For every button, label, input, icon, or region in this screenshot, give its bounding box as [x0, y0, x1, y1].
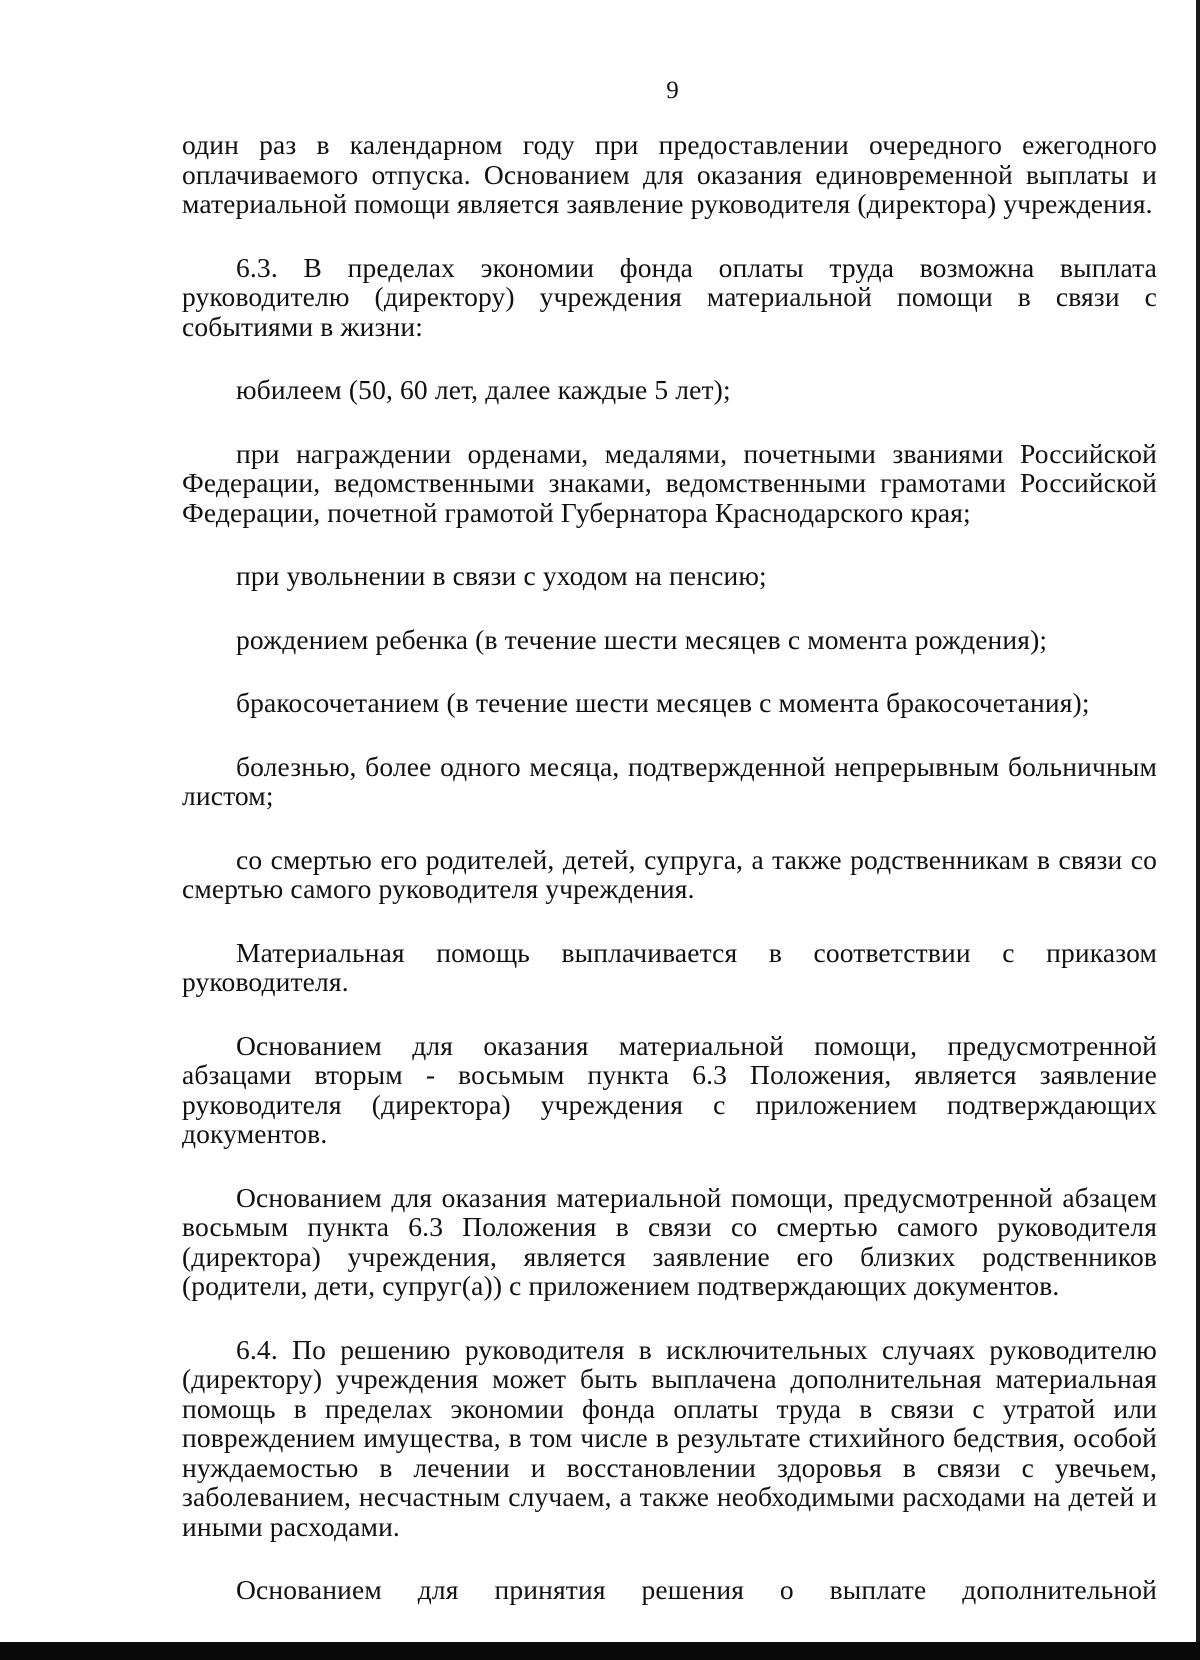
paragraph-death: со смертью его родителей, детей, супруга, а также родственникам в связи со смертью самого руководителя учреждения. — [182, 843, 1157, 904]
paragraph-basis-death: Основанием для оказания материальной помощи, предусмотренной абзацем восьмым пункта 6.3 Положения в связи со смертью самого руководителя (директора) учреждения, является заявление его близких родственников (родители, дети, супруг(а)) с приложением подтверждающих документов. — [182, 1181, 1157, 1301]
paragraph-retirement: при увольнении в связи с уходом на пенсию; — [236, 560, 767, 591]
scan-right-edge — [1196, 0, 1200, 1660]
paragraph-illness: болезнью, более одного месяца, подтвержденной непрерывным больничным листом; — [182, 750, 1157, 811]
paragraph-6-3: 6.3. В пределах экономии фонда оплаты труда возможна выплата руководителю (директору) учреждения материальной помощи в связи с событиями в жизни: — [182, 251, 1157, 342]
paragraph-awards: при награждении орденами, медалями, почетными званиями Российской Федерации, ведомственными знаками, ведомственными грамотами Российской Федерации, почетной грамотой Губернатора Краснодарского края; — [182, 437, 1157, 528]
paragraph-basis-decision: Основанием для принятия решения о выплате дополнительной — [236, 1574, 1157, 1605]
paragraph-continuation: один раз в календарном году при предоставлении очередного ежегодного оплачиваемого отпуска. Основанием для оказания единовременной выплаты и материальной помощи является заявление руководителя (директора) учреждения. — [182, 129, 1157, 219]
scan-bottom-edge — [0, 1642, 1200, 1660]
paragraph-6-4: 6.4. По решению руководителя в исключительных случаях руководителю (директору) учреждения может быть выплачена дополнительная материальная помощь в пределах экономии фонда оплаты труда в связи с утратой или повреждением имущества, в том числе в результате стихийного бедствия, особой нуждаемостью в лечении и восстановлении здоровья в связи с увечьем, заболеванием, несчастным случаем, а также необходимыми расходами на детей и иными расходами. — [182, 1333, 1157, 1542]
paragraph-marriage: бракосочетанием (в течение шести месяцев с момента бракосочетания); — [236, 687, 1090, 718]
page-number: 9 — [666, 77, 679, 104]
paragraph-basis-2-8: Основанием для оказания материальной помощи, предусмотренной абзацами вторым - восьмым пункта 6.3 Положения, является заявление руководителя (директора) учреждения с приложением подтверждающих документов. — [182, 1029, 1157, 1149]
paragraph-jubilee: юбилеем (50, 60 лет, далее каждые 5 лет); — [236, 374, 731, 405]
paragraph-birth: рождением ребенка (в течение шести месяцев с момента рождения); — [236, 623, 1048, 655]
paragraph-payment-order: Материальная помощь выплачивается в соответствии с приказом руководителя. — [182, 936, 1157, 997]
document-body — [182, 130, 1157, 1639]
